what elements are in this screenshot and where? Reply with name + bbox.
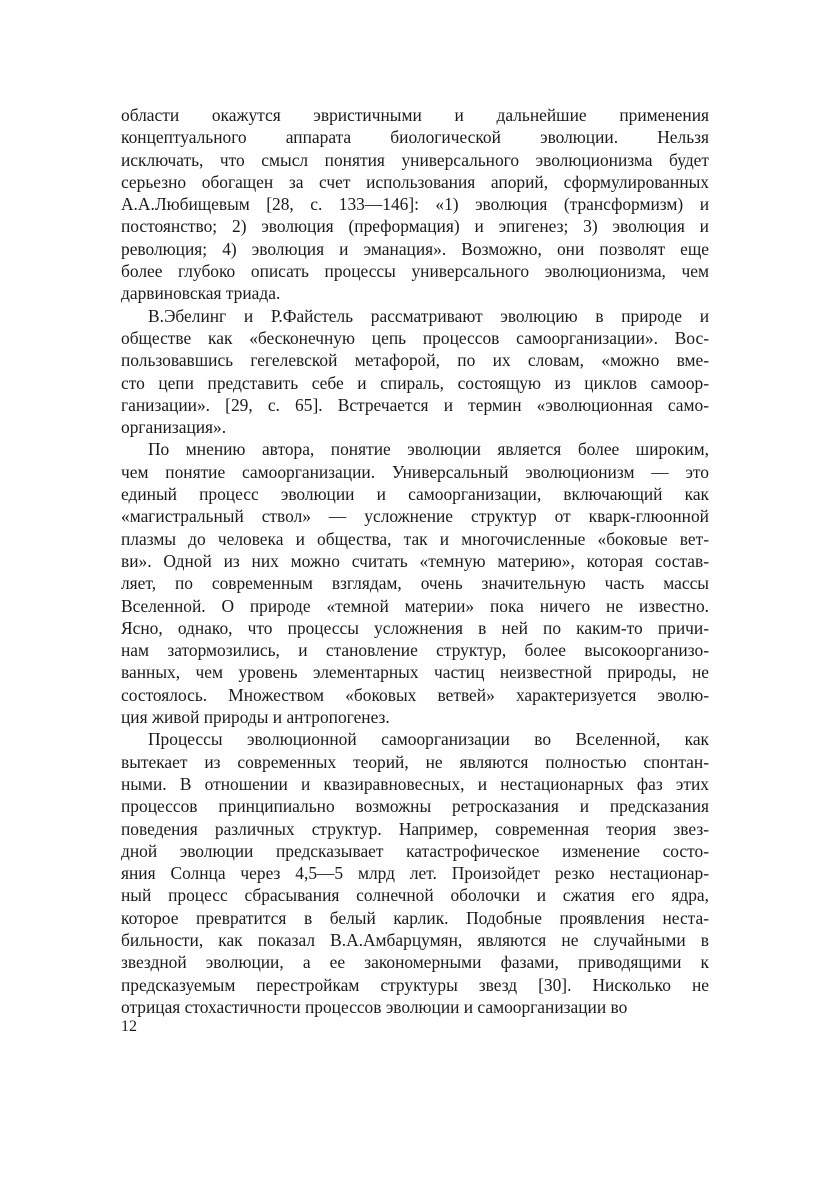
text-line: отрицая стохастичности процессов эволюции и самоорганизации во — [121, 996, 628, 1017]
text-line: чем понятие самоорганизации. Универсальный эволюционизм — это — [121, 461, 709, 482]
text-line: революция; 4) эволюция и эманация». Возможно, они позволят еще — [121, 238, 709, 259]
text-line: ция живой природы и антропогенез. — [121, 707, 390, 728]
text-line: бильности, как показал В.А.Амбарцумян, являются не случайными в — [121, 929, 709, 950]
text-line: дарвиновская триада. — [121, 283, 281, 304]
text-line: ный процесс сбрасывания солнечной оболочки и сжатия его ядра, — [121, 885, 709, 906]
text-line: серьезно обогащен за счет использования апорий, сформулированных — [121, 171, 709, 192]
text-line: По мнению автора, понятие эволюции является более широким, — [148, 439, 709, 460]
text-line: которое превратится в белый карлик. Подобные проявления неста- — [121, 907, 709, 928]
text-line: процессов принципиально возможны ретросказания и предсказания — [121, 796, 709, 817]
text-line: яния Солнца через 4,5—5 млрд лет. Произойдет резко нестационар- — [121, 863, 709, 884]
text-line: сто цепи представить себе и спираль, состоящую из циклов самоор- — [121, 372, 709, 393]
text-line: Ясно, однако, что процессы усложнения в ней по каким-то причи- — [121, 617, 709, 638]
text-line: Вселенной. О природе «темной материи» пока ничего не известно. — [121, 595, 709, 616]
page-number: 12 — [121, 1018, 137, 1035]
text-line: В.Эбелинг и Р.Файстель рассматривают эволюцию в природе и — [148, 305, 709, 326]
text-line: ляет, по современным взглядам, очень значительную часть массы — [121, 573, 709, 594]
text-line: области окажутся эвристичными и дальнейшие применения — [121, 105, 709, 125]
text-line: состоялось. Множеством «боковых ветвей» характеризуется эволю- — [121, 684, 709, 705]
text-line: поведения различных структур. Например, современная теория звез- — [121, 818, 709, 839]
text-line: А.А.Любищевым [28, с. 133—146]: «1) эволюция (трансформизм) и — [121, 194, 709, 215]
text-line: исключать, что смысл понятия универсального эволюционизма будет — [121, 149, 709, 170]
text-line: единый процесс эволюции и самоорганизации, включающий как — [121, 484, 709, 505]
paragraph — [121, 728, 709, 1018]
text-line: Процессы эволюционной самоорганизации во Вселенной, как — [148, 729, 709, 750]
text-line: организация». — [121, 417, 227, 438]
paragraph — [121, 305, 709, 439]
text-line: плазмы до человека и общества, так и многочисленные «боковые вет- — [121, 528, 709, 549]
text-line: ви». Одной из них можно считать «темную материю», которая состав- — [121, 550, 709, 571]
text-line: ными. В отношении и квазиравновесных, и нестационарных фаз этих — [121, 773, 709, 794]
text-line: ганизации». [29, с. 65]. Встречается и термин «эволюционная само- — [121, 394, 709, 415]
text-line: дной эволюции предсказывает катастрофическое изменение состо- — [121, 840, 709, 861]
paragraph — [121, 104, 709, 305]
text-line: вытекает из современных теорий, не являются полностью спонтан- — [121, 751, 709, 772]
text-line: нам затормозились, и становление структур, более высокоорганизо- — [121, 640, 709, 661]
paragraph — [121, 438, 709, 728]
text-line: ванных, чем уровень элементарных частиц неизвестной природы, не — [121, 662, 709, 683]
text-line: обществе как «бесконечную цепь процессов самоорганизации». Вос- — [121, 327, 709, 348]
text-line: пользовавшись гегелевской метафорой, по их словам, «можно вме- — [121, 350, 709, 371]
text-line: звездной эволюции, а ее закономерными фазами, приводящими к — [121, 952, 709, 973]
text-line: концептуального аппарата биологической эволюции. Нельзя — [121, 127, 709, 148]
body-text — [121, 104, 709, 1018]
text-line: «магистральный ствол» — усложнение структур от кварк-глюонной — [121, 506, 709, 527]
text-line: предсказуемым перестройкам структуры звезд [30]. Нисколько не — [121, 974, 709, 995]
text-line: постоянство; 2) эволюция (преформация) и эпигенез; 3) эволюция и — [121, 216, 709, 237]
text-line: более глубоко описать процессы универсального эволюционизма, чем — [121, 261, 709, 282]
